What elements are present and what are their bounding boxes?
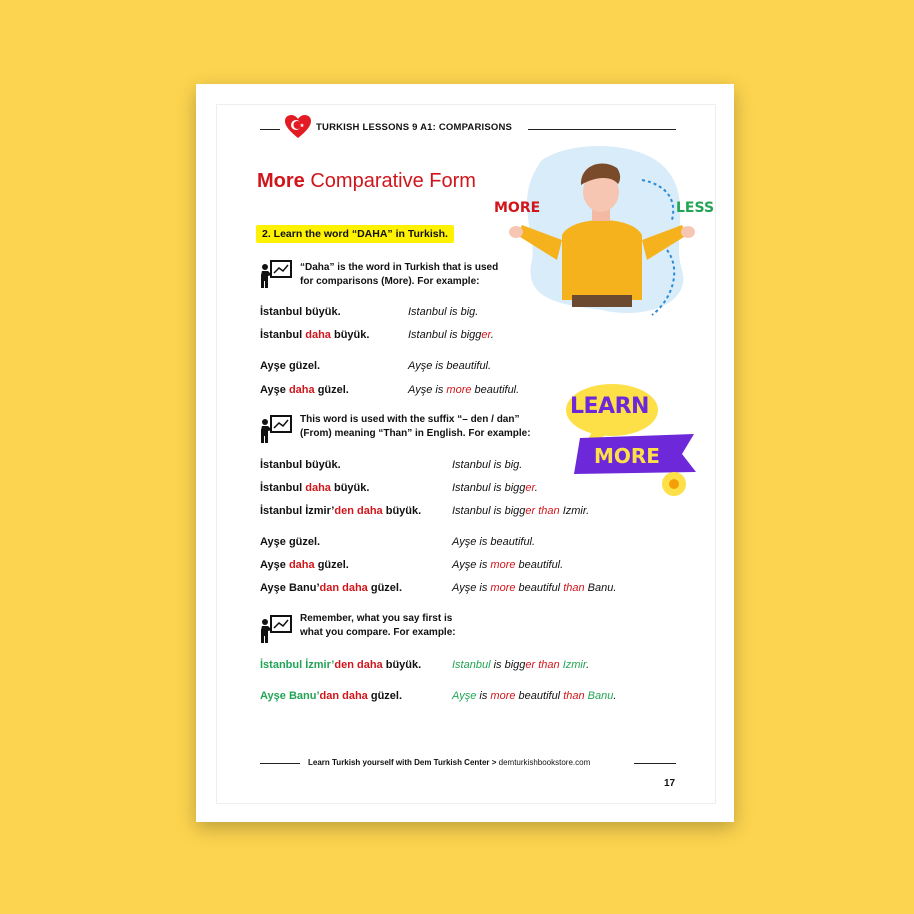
note-3	[300, 612, 456, 640]
turkish-segment: güzel.	[314, 559, 349, 571]
turkish-segment: Ayşe Banu’	[260, 582, 320, 594]
turkish-example	[260, 659, 421, 671]
english-segment: beautiful	[515, 582, 564, 594]
footer-label: Learn Turkish yourself with Dem Turkish Center >	[308, 758, 499, 767]
english-segment: Ayşe is	[408, 384, 447, 396]
english-segment: Istanbul is bigg	[452, 482, 526, 494]
turkish-example	[260, 360, 320, 372]
turkish-segment: İstanbul büyük.	[260, 306, 341, 318]
english-segment: Ayşe is	[452, 582, 491, 594]
english-segment: Istanbul is big.	[408, 306, 479, 318]
turkish-segment: daha	[305, 482, 331, 494]
turkish-segment: daha	[288, 384, 315, 396]
note-2	[300, 413, 531, 441]
note-2-line2: (From) meaning “Than” in English. For example:	[300, 428, 531, 439]
english-segment: er	[525, 482, 535, 494]
english-translation	[452, 559, 563, 571]
turkish-example	[260, 582, 402, 594]
turkish-segment: İstanbul büyük.	[260, 459, 341, 471]
turkish-segment: den daha	[334, 505, 383, 517]
teacher-board-icon	[259, 259, 293, 289]
page-title	[257, 170, 476, 193]
section-highlight: 2. Learn the word “DAHA” in Turkish.	[256, 225, 454, 243]
teacher-board-icon	[259, 414, 293, 444]
turkish-example	[260, 536, 320, 548]
header-title: TURKISH LESSONS 9 A1: COMPARISONS	[316, 122, 513, 133]
turkish-segment: Ayşe Banu’	[260, 690, 320, 702]
turkish-segment: Ayşe	[260, 559, 289, 571]
note-1-line1: “Daha” is the word in Turkish that is used	[300, 262, 499, 273]
english-segment: more	[446, 384, 472, 396]
english-segment: .	[534, 482, 538, 494]
english-segment: Banu	[587, 690, 614, 702]
english-segment: more	[490, 690, 516, 702]
english-segment: Izmir.	[559, 505, 590, 517]
book-page	[196, 84, 734, 822]
english-segment: Istanbul is big.	[452, 459, 523, 471]
english-segment: Ayşe is	[452, 559, 491, 571]
english-segment: Izmir	[562, 659, 587, 671]
turkish-example	[260, 306, 341, 318]
footer-rule-right	[634, 763, 676, 764]
turkish-segment: Ayşe	[260, 384, 289, 396]
turkish-segment: daha	[288, 559, 315, 571]
turkish-segment: büyük.	[330, 482, 370, 494]
english-segment: .	[490, 329, 494, 341]
footer-rule-left	[260, 763, 300, 764]
english-segment: Istanbul is bigg	[452, 505, 526, 517]
english-translation	[452, 690, 616, 702]
turkish-flag-heart-icon	[285, 115, 311, 139]
badge-learn: LEARN	[570, 394, 649, 419]
english-segment: er than	[525, 505, 560, 517]
turkish-segment: den daha	[334, 659, 383, 671]
turkish-example	[260, 329, 369, 341]
turkish-segment: dan daha	[319, 690, 368, 702]
turkish-example	[260, 690, 402, 702]
english-translation	[452, 482, 538, 494]
english-segment: .	[586, 659, 590, 671]
english-segment: er than	[525, 659, 560, 671]
english-translation	[452, 459, 522, 471]
title-rest: Comparative Form	[304, 170, 476, 192]
english-translation	[452, 582, 616, 594]
turkish-segment: büyük.	[382, 659, 422, 671]
teacher-board-icon	[259, 614, 293, 644]
turkish-segment: büyük.	[382, 505, 422, 517]
english-translation	[408, 306, 478, 318]
english-segment: er	[481, 329, 491, 341]
english-segment: Ayşe	[452, 690, 477, 702]
english-segment: beautiful	[515, 690, 564, 702]
english-segment: Istanbul is bigg	[408, 329, 482, 341]
turkish-segment: büyük.	[330, 329, 370, 341]
english-segment: Ayşe is beautiful.	[408, 360, 492, 372]
turkish-example	[260, 505, 421, 517]
turkish-segment: daha	[305, 329, 331, 341]
english-segment: more	[490, 582, 516, 594]
english-segment: more	[490, 559, 516, 571]
turkish-segment: İstanbul İzmir’	[260, 659, 335, 671]
english-segment: is bigg	[490, 659, 526, 671]
turkish-segment: dan daha	[319, 582, 368, 594]
english-translation	[452, 536, 535, 548]
english-translation	[408, 384, 519, 396]
less-label: LESS	[676, 200, 715, 216]
footer-url[interactable]: demturkishbookstore.com	[498, 758, 591, 767]
english-segment: than	[563, 582, 585, 594]
turkish-example	[260, 384, 349, 396]
header-rule-left	[260, 129, 280, 130]
turkish-segment: Ayşe güzel.	[260, 536, 321, 548]
english-translation	[408, 360, 491, 372]
english-segment: than	[563, 690, 585, 702]
turkish-segment: İstanbul	[260, 482, 306, 494]
english-translation	[452, 505, 589, 517]
page-number: 17	[664, 778, 676, 789]
note-2-line1: This word is used with the suffix “– den / dan”	[300, 414, 520, 425]
note-3-line1: Remember, what you say first is	[300, 613, 453, 624]
turkish-segment: İstanbul	[260, 329, 306, 341]
title-bold: More	[257, 170, 305, 192]
note-1	[300, 261, 498, 289]
turkish-segment: İstanbul İzmir’	[260, 505, 335, 517]
footer-text	[308, 758, 590, 767]
english-segment: beautiful.	[471, 384, 520, 396]
english-segment: Istanbul	[452, 659, 491, 671]
english-segment: .	[613, 690, 617, 702]
turkish-segment: güzel.	[367, 690, 403, 702]
more-less-person-illustration	[492, 140, 715, 320]
note-3-line2: what you compare. For example:	[300, 627, 456, 638]
turkish-segment: Ayşe güzel.	[260, 360, 321, 372]
english-segment: Ayşe is beautiful.	[452, 536, 536, 548]
header-rule-right	[528, 129, 676, 130]
turkish-segment: güzel.	[314, 384, 349, 396]
turkish-example	[260, 559, 349, 571]
badge-more: MORE	[594, 444, 660, 468]
more-label: MORE	[494, 200, 541, 216]
turkish-segment: güzel.	[367, 582, 403, 594]
note-1-line2: for comparisons (More). For example:	[300, 276, 480, 287]
english-segment: beautiful.	[515, 559, 564, 571]
turkish-example	[260, 459, 341, 471]
english-segment: is	[476, 690, 491, 702]
turkish-example	[260, 482, 369, 494]
english-segment: Banu.	[584, 582, 617, 594]
english-translation	[452, 659, 589, 671]
english-translation	[408, 329, 494, 341]
